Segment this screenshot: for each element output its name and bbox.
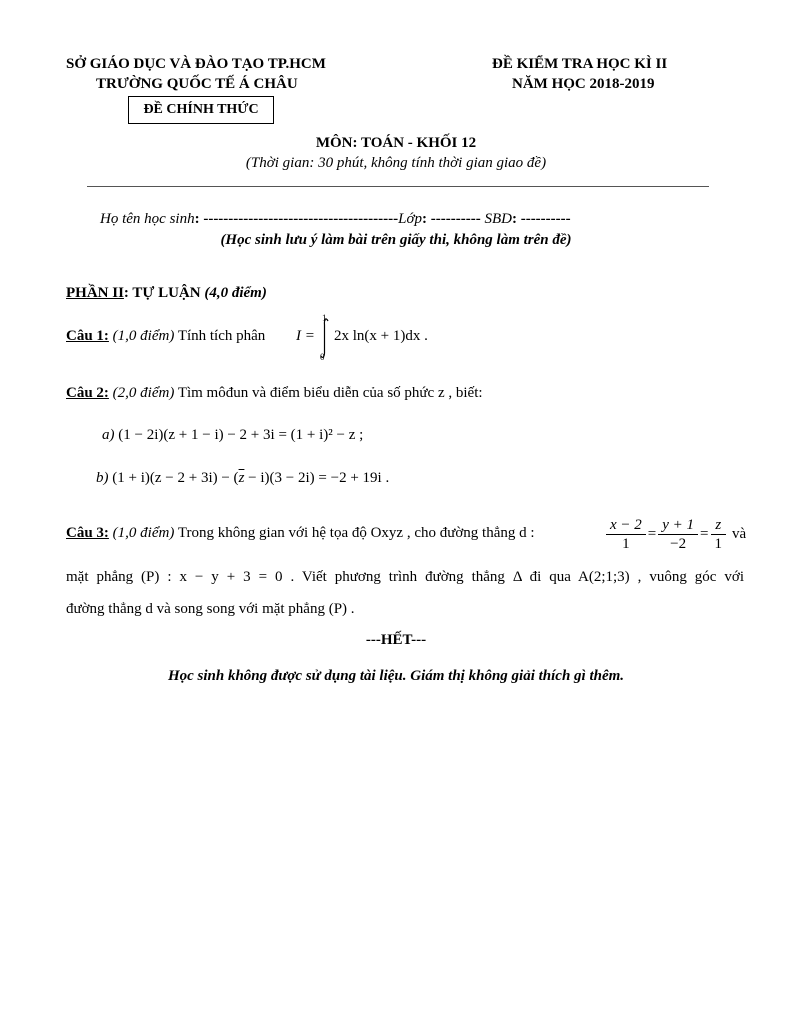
- department-name: SỞ GIÁO DỤC VÀ ĐÀO TẠO TP.HCM: [66, 56, 326, 72]
- part-subtitle: : TỰ LUẬN: [123, 285, 201, 301]
- q2-b-label: b): [96, 470, 109, 486]
- q2-text: Tìm môđun và điểm biểu diễn của số phức z , biết:: [177, 385, 483, 401]
- divider-line: [87, 186, 709, 187]
- q3-and: và: [732, 525, 747, 542]
- q2-a-label: a): [102, 427, 115, 443]
- exam-name: ĐỀ KIỂM TRA HỌC KÌ II: [492, 56, 668, 72]
- q1-points: (1,0 điểm): [112, 328, 175, 344]
- q3-frac2-den: −2: [670, 535, 687, 552]
- q3-fraction-z: [711, 516, 727, 553]
- part-points: (4,0 điểm): [200, 285, 267, 301]
- time-note: (Thời gian: 30 phút, không tính thời gian giao đề): [245, 155, 547, 171]
- q1-text: Tính tích phân: [177, 328, 266, 344]
- q2-b-conjugate: $\overline{z}$: [238, 470, 245, 486]
- student-note: (Học sinh lưu ý làm bài trên giấy thi, không làm trên đề): [220, 232, 572, 248]
- q1-formula-lhs: I =: [296, 328, 315, 344]
- q3-text-1: Trong không gian với hệ tọa độ Oxyz , cho đường thẳng d :: [177, 525, 535, 541]
- q3-frac1-den: 1: [622, 535, 630, 552]
- sbd-blank: : ----------: [511, 211, 571, 227]
- q3-frac3-den: 1: [714, 535, 722, 552]
- q3-frac1-num: x − 2: [606, 516, 646, 535]
- student-info-line: [100, 211, 571, 228]
- class-label: Lớp: [398, 211, 422, 227]
- q1-lower-bound: 0: [320, 352, 325, 362]
- q3-fraction-x: [606, 516, 646, 553]
- end-mark: ---HẾT---: [365, 632, 427, 648]
- question-3-line-1: [66, 525, 535, 542]
- q3-frac2-num: y + 1: [658, 516, 698, 535]
- part-title: [66, 285, 267, 302]
- q2-part-a: [102, 427, 363, 444]
- question-1: [66, 328, 265, 345]
- q3-frac3-num: z: [711, 516, 727, 535]
- q3-eq-2: =: [700, 525, 709, 542]
- sbd-label: SBD: [484, 211, 512, 227]
- part-number: PHẦN II: [66, 285, 124, 301]
- q3-line-3: đường thẳng d và song song với mặt phẳng (P) .: [66, 601, 355, 617]
- official-label: ĐỀ CHÍNH THỨC: [128, 96, 274, 124]
- q3-label: Câu 3:: [66, 525, 109, 541]
- q2-a-formula: (1 − 2i)(z + 1 − i) − 2 + 3i = (1 + i)² − z ;: [118, 427, 364, 443]
- class-blank: : ----------: [422, 211, 481, 227]
- school-name: TRƯỜNG QUỐC TẾ Á CHÂU: [96, 76, 298, 92]
- q2-part-b: [96, 470, 389, 487]
- q2-b-formula-post: − i)(3 − 2i) = −2 + 19i .: [244, 470, 390, 486]
- q3-line-equation: [604, 514, 746, 554]
- q3-points: (1,0 điểm): [112, 525, 175, 541]
- q2-label: Câu 2:: [66, 385, 109, 401]
- q3-fraction-y: [658, 516, 698, 553]
- name-label: Họ tên học sinh: [100, 211, 195, 227]
- q1-label: Câu 1:: [66, 328, 109, 344]
- footer-note: Học sinh không được sử dụng tài liệu. Giám thị không giải thích gì thêm.: [167, 668, 625, 684]
- q3-line-2: mặt phẳng (P) : x − y + 3 = 0 . Viết phương trình đường thẳng Δ đi qua A(2;1;3) , vuông góc với: [66, 569, 744, 585]
- school-year: NĂM HỌC 2018-2019: [512, 76, 655, 92]
- subject-title: MÔN: TOÁN - KHỐI 12: [315, 135, 477, 151]
- q2-b-formula-pre: (1 + i)(z − 2 + 3i) − (: [112, 470, 239, 486]
- q1-upper-bound: 1: [322, 313, 327, 323]
- q2-points: (2,0 điểm): [112, 385, 175, 401]
- q1-integrand: 2x ln(x + 1)dx .: [334, 328, 428, 344]
- name-blank: : ---------------------------------------: [194, 211, 399, 227]
- question-2: [66, 385, 483, 402]
- q3-eq-1: =: [647, 525, 657, 542]
